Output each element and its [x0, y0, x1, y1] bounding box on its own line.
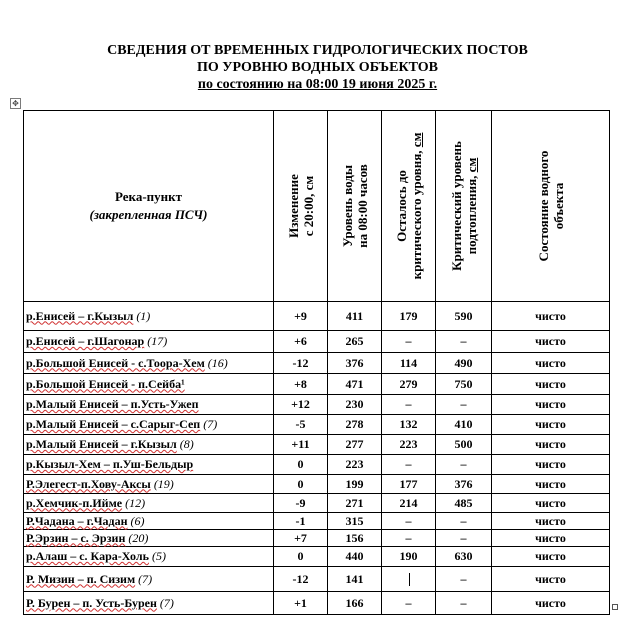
state-cell [492, 530, 610, 547]
table-row [24, 592, 610, 615]
header-critical [436, 111, 492, 302]
remaining-cell-value: 190 [399, 549, 418, 563]
critical-cell-value: – [460, 571, 467, 586]
state-cell [492, 415, 610, 435]
state-cell [492, 395, 610, 415]
level-cell [328, 567, 382, 592]
state-cell [492, 374, 610, 395]
river-point-name: Р. Бурен – п. Усть-Бурен [26, 595, 157, 610]
change-cell-value: -9 [295, 495, 306, 510]
level-cell-value: 411 [345, 308, 364, 323]
change-cell [274, 395, 328, 415]
river-point-name: р.Малый Енисей – с.Сарыг-Сеп [26, 417, 201, 431]
change-cell [274, 547, 328, 567]
level-cell-value: 271 [345, 495, 364, 510]
level-cell-value: 141 [345, 571, 364, 586]
header-level [328, 111, 382, 302]
river-point-cell [24, 455, 274, 475]
critical-cell [436, 475, 492, 494]
state-cell [492, 592, 610, 615]
remaining-cell [382, 530, 436, 547]
river-point-name: Р. Мизин – п. Сизим [26, 571, 136, 586]
critical-cell [436, 494, 492, 513]
state-value: чисто [535, 376, 566, 391]
critical-cell [436, 513, 492, 530]
river-point-cell [24, 353, 274, 374]
river-point-cell [24, 475, 274, 494]
state-cell [492, 513, 610, 530]
change-cell-value: +9 [294, 308, 307, 323]
level-cell [328, 592, 382, 615]
change-cell-value: -5 [295, 417, 306, 431]
table-row [24, 494, 610, 513]
river-point-name: р.Енисей – г.Шагонар [26, 334, 145, 348]
header-state [492, 111, 610, 302]
remaining-cell [382, 435, 436, 455]
table-row [24, 530, 610, 547]
remaining-cell-value: 279 [399, 376, 418, 391]
level-cell-value: 199 [345, 476, 364, 491]
state-value: чисто [535, 308, 566, 323]
remaining-cell [382, 494, 436, 513]
state-cell [492, 547, 610, 567]
level-cell [328, 547, 382, 567]
critical-cell-value: 376 [454, 476, 473, 491]
level-cell [328, 415, 382, 435]
table-row [24, 415, 610, 435]
table-row [24, 435, 610, 455]
state-value: чисто [535, 397, 566, 411]
remaining-cell-value: 114 [399, 355, 418, 370]
river-point-name: Р.Чадана – г.Чадан [26, 513, 128, 528]
level-cell-value: 315 [345, 513, 364, 528]
state-value: чисто [535, 571, 566, 586]
change-cell-value: 0 [297, 549, 304, 563]
critical-cell-value: 500 [454, 437, 473, 451]
header-river-point [24, 111, 274, 302]
table-row [24, 374, 610, 395]
table-row [24, 567, 610, 592]
change-cell-value: +6 [294, 334, 307, 348]
fire-station-number: (17) [147, 334, 168, 348]
critical-cell [436, 374, 492, 395]
fire-station-number: (1) [136, 308, 151, 323]
critical-cell-value: 590 [454, 308, 473, 323]
change-cell [274, 353, 328, 374]
state-cell [492, 302, 610, 331]
level-cell [328, 374, 382, 395]
text-cursor-icon [409, 573, 410, 586]
river-point-cell [24, 395, 274, 415]
critical-cell-value: 630 [454, 549, 473, 563]
remaining-cell [382, 374, 436, 395]
critical-cell [436, 592, 492, 615]
level-cell-value: 440 [345, 549, 364, 563]
river-point-cell [24, 592, 274, 615]
change-cell [274, 592, 328, 615]
remaining-cell [382, 547, 436, 567]
river-point-name: р.Алаш – с. Кара-Холь [26, 549, 149, 563]
river-point-name: р.Хемчик-п.Ийме [26, 495, 123, 510]
state-cell [492, 331, 610, 353]
state-cell [492, 567, 610, 592]
level-cell [328, 513, 382, 530]
river-point-name: р.Малый Енисей – п.Усть-Ужеп [26, 397, 199, 411]
river-point-name: р.Большой Енисей - п.Сейба¹ [26, 376, 185, 391]
critical-cell-value: – [460, 513, 467, 528]
fire-station-number: (12) [125, 495, 146, 510]
change-cell-value: -1 [295, 513, 306, 528]
header-change [274, 111, 328, 302]
state-value: чисто [535, 513, 566, 528]
remaining-cell [382, 395, 436, 415]
header-river-label: Река-пункт [114, 189, 183, 204]
state-cell [492, 435, 610, 455]
level-cell [328, 395, 382, 415]
table-row [24, 302, 610, 331]
critical-cell-value: 485 [454, 495, 473, 510]
critical-cell-value: 490 [454, 355, 473, 370]
level-cell [328, 494, 382, 513]
fire-station-number: (20) [128, 530, 149, 545]
river-point-cell [24, 302, 274, 331]
remaining-cell-value: 132 [399, 417, 418, 431]
change-cell-value: 0 [297, 457, 304, 471]
level-cell [328, 475, 382, 494]
state-value: чисто [535, 530, 566, 545]
river-point-name: Р.Элегест-п.Хову-Аксы [26, 476, 151, 491]
river-point-cell [24, 374, 274, 395]
remaining-cell-value: – [405, 513, 412, 528]
remaining-cell-value: – [405, 530, 412, 545]
change-cell [274, 415, 328, 435]
critical-cell-value: – [460, 397, 467, 411]
critical-cell-value: – [460, 530, 467, 545]
change-cell-value: +12 [291, 397, 310, 411]
remaining-cell [382, 455, 436, 475]
fire-station-number: (7) [203, 417, 218, 431]
critical-cell [436, 353, 492, 374]
table-header-row [24, 111, 610, 302]
remaining-cell-value: – [405, 457, 412, 471]
fire-station-number: (6) [130, 513, 145, 528]
table-resize-handle-icon[interactable] [612, 604, 618, 610]
level-cell [328, 455, 382, 475]
header-remaining-line-1: Осталось до [393, 170, 409, 242]
header-state-line-2: объекта [550, 182, 566, 230]
river-point-cell [24, 530, 274, 547]
header-level-line-1: Уровень воды [339, 164, 355, 248]
table-move-handle-icon[interactable]: ✥ [10, 98, 21, 109]
river-point-name: р.Малый Енисей – г.Кызыл [26, 437, 177, 451]
river-point-cell [24, 567, 274, 592]
header-remaining [382, 111, 436, 302]
river-point-name: Р.Эрзин – с. Эрзин [26, 530, 126, 545]
header-critical-line-1: Критический уровень [448, 141, 464, 271]
critical-cell-value: 410 [454, 417, 473, 431]
level-cell-value: 265 [345, 334, 364, 348]
table-row [24, 331, 610, 353]
critical-cell [436, 331, 492, 353]
critical-cell [436, 567, 492, 592]
change-cell [274, 567, 328, 592]
fire-station-number: (16) [207, 355, 228, 370]
header-remaining-unit: см [408, 132, 424, 148]
level-cell [328, 530, 382, 547]
level-cell-value: 277 [345, 437, 364, 451]
state-value: чисто [535, 457, 566, 471]
critical-cell [436, 530, 492, 547]
header-critical-line-2: подтопления, [463, 175, 479, 255]
table-row [24, 513, 610, 530]
critical-cell-value: 750 [454, 376, 473, 391]
river-point-cell [24, 494, 274, 513]
state-value: чисто [535, 549, 566, 563]
remaining-cell [382, 475, 436, 494]
critical-cell-value: – [460, 595, 467, 610]
state-value: чисто [535, 476, 566, 491]
river-point-cell [24, 331, 274, 353]
level-cell-value: 278 [345, 417, 364, 431]
remaining-cell-value: 177 [399, 476, 418, 491]
remaining-cell [382, 592, 436, 615]
table-row [24, 547, 610, 567]
document-date-line: по состоянию на 08:00 19 июня 2025 г. [197, 77, 438, 92]
header-critical-unit: см [463, 157, 479, 173]
remaining-cell [382, 331, 436, 353]
change-cell-value: -12 [292, 571, 309, 586]
state-value: чисто [535, 334, 566, 348]
remaining-cell [382, 415, 436, 435]
level-cell [328, 302, 382, 331]
fire-station-number: (19) [153, 476, 174, 491]
header-state-line-1: Состояние водного [535, 150, 551, 262]
remaining-cell [382, 353, 436, 374]
state-value: чисто [535, 595, 566, 610]
header-remaining-line-2: критического уровня, [408, 150, 424, 280]
state-value: чисто [535, 437, 566, 451]
change-cell [274, 455, 328, 475]
header-change-line-2: с 20:00, см [300, 175, 316, 237]
header-change-line-1: Изменение [285, 174, 301, 238]
change-cell-value: 0 [297, 476, 304, 491]
river-point-name: р.Кызыл-Хем – п.Уш-Бельдыр [26, 457, 194, 471]
fire-station-number: (7) [159, 595, 174, 610]
level-cell-value: 471 [345, 376, 364, 391]
change-cell-value: +8 [294, 376, 307, 391]
river-point-name: р.Большой Енисей - с.Тоора-Хем [26, 355, 205, 370]
level-cell-value: 223 [345, 457, 364, 471]
change-cell [274, 435, 328, 455]
change-cell [274, 374, 328, 395]
remaining-cell-value: 214 [399, 495, 418, 510]
river-point-cell [24, 435, 274, 455]
state-value: чисто [535, 417, 566, 431]
change-cell [274, 513, 328, 530]
level-cell [328, 435, 382, 455]
fire-station-number: (8) [179, 437, 194, 451]
table-row [24, 475, 610, 494]
change-cell [274, 530, 328, 547]
river-point-name: р.Енисей – г.Кызыл [26, 308, 134, 323]
river-point-cell [24, 513, 274, 530]
remaining-cell [382, 567, 436, 592]
document-title-line-1: СВЕДЕНИЯ ОТ ВРЕМЕННЫХ ГИДРОЛОГИЧЕСКИХ ПОСТОВ [107, 43, 528, 58]
critical-cell [436, 435, 492, 455]
table-row [24, 455, 610, 475]
river-point-cell [24, 415, 274, 435]
remaining-cell-value: 179 [399, 308, 418, 323]
remaining-cell [382, 513, 436, 530]
document-title-line-2: ПО УРОВНЮ ВОДНЫХ ОБЪЕКТОВ [196, 60, 438, 75]
table-row [24, 395, 610, 415]
change-cell [274, 331, 328, 353]
critical-cell [436, 455, 492, 475]
state-cell [492, 494, 610, 513]
header-level-line-2: на 08:00 часов [354, 164, 370, 248]
header-river-sublabel: (закрепленная ПСЧ) [89, 207, 208, 222]
critical-cell [436, 415, 492, 435]
remaining-cell-value: – [405, 595, 412, 610]
table-row [24, 353, 610, 374]
change-cell-value: -12 [292, 355, 309, 370]
change-cell-value: +11 [291, 437, 310, 451]
level-cell-value: 156 [345, 530, 364, 545]
remaining-cell-value: 223 [399, 437, 418, 451]
water-level-table [23, 110, 610, 615]
change-cell-value: +7 [294, 530, 307, 545]
level-cell [328, 331, 382, 353]
state-cell [492, 455, 610, 475]
change-cell [274, 475, 328, 494]
remaining-cell [382, 302, 436, 331]
fire-station-number: (7) [138, 571, 153, 586]
critical-cell-value: – [460, 334, 467, 348]
critical-cell-value: – [460, 457, 467, 471]
level-cell-value: 230 [345, 397, 364, 411]
remaining-cell-value: – [405, 397, 412, 411]
state-cell [492, 353, 610, 374]
critical-cell [436, 395, 492, 415]
state-value: чисто [535, 355, 566, 370]
level-cell-value: 166 [345, 595, 364, 610]
change-cell-value: +1 [294, 595, 307, 610]
state-value: чисто [535, 495, 566, 510]
remaining-cell-value: – [405, 334, 412, 348]
fire-station-number: (5) [151, 549, 166, 563]
river-point-cell [24, 547, 274, 567]
state-cell [492, 475, 610, 494]
change-cell [274, 494, 328, 513]
level-cell [328, 353, 382, 374]
critical-cell [436, 302, 492, 331]
level-cell-value: 376 [345, 355, 364, 370]
critical-cell [436, 547, 492, 567]
change-cell [274, 302, 328, 331]
